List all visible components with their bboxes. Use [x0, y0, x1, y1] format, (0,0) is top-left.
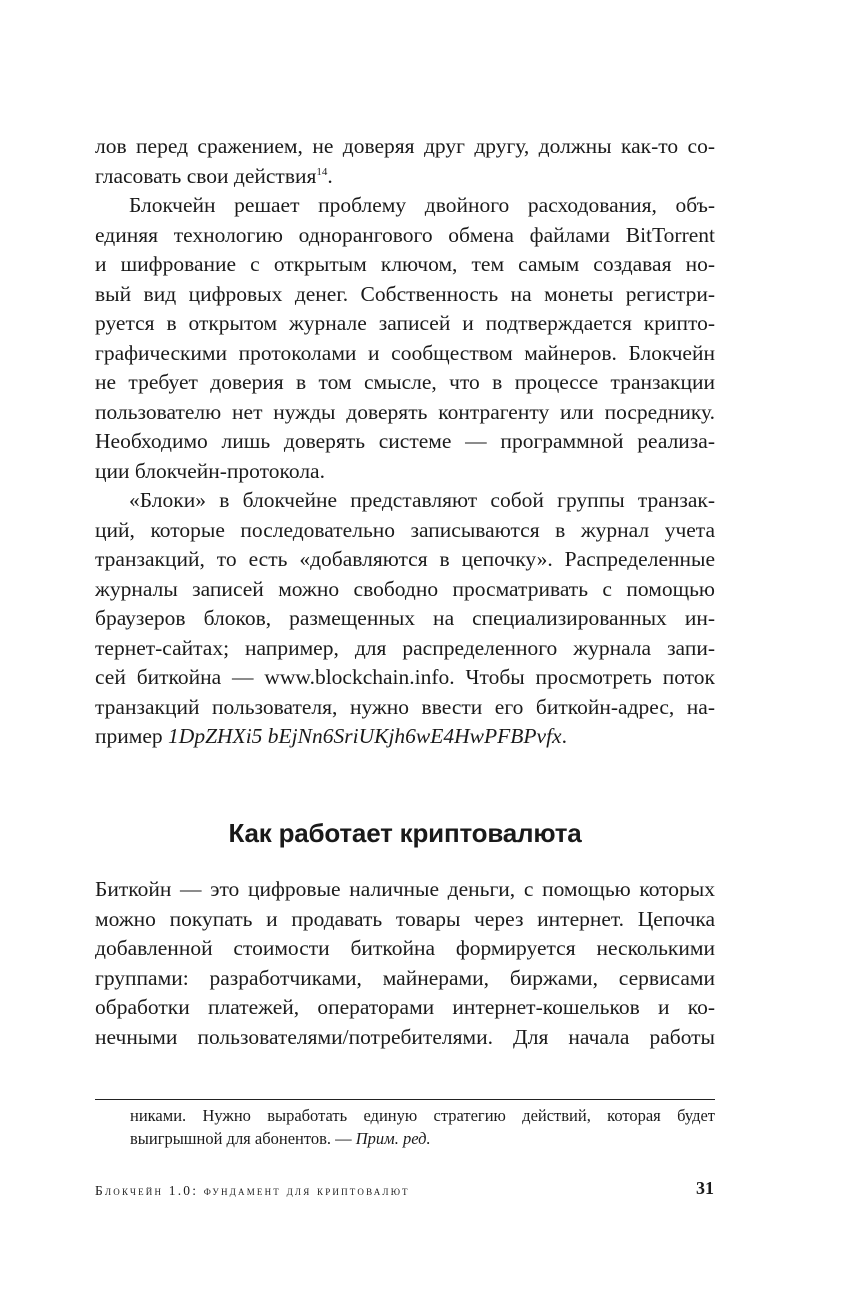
- footnote-reference: 14: [316, 165, 328, 178]
- text-fragment: .: [561, 724, 567, 748]
- text-line: нечными пользователями/потребителями. Для начала работы: [95, 1024, 715, 1049]
- text-line: Биткойн — это цифровые наличные деньги, с помощью которых: [95, 877, 715, 901]
- text-line: ции блокчейн-протокола.: [95, 458, 325, 483]
- running-head: Блокчейн 1.0: фундамент для криптовалют: [95, 1183, 410, 1198]
- footnote-line: никами. Нужно выработать единую стратегию действий, которая будет: [130, 1106, 715, 1125]
- text-line: обработки платежей, операторами интернет-кошельков и ко-: [95, 995, 715, 1019]
- text-line: транзакций, то есть «добавляются в цепочку». Распределенные: [95, 547, 715, 571]
- page-number: 31: [696, 1178, 714, 1198]
- text-line: ций, которые последовательно записываются в журнал учета: [95, 517, 715, 542]
- text-line: добавленной стоимости биткойна формируется несколькими: [95, 936, 715, 960]
- text-fragment: пример: [95, 724, 169, 748]
- paragraph-3: [95, 486, 715, 752]
- text-line: «Блоки» в блокчейне представляют собой группы транзак-: [129, 488, 715, 512]
- text-line: лов перед сражением, не доверяя друг другу, должны как-то со-: [95, 134, 715, 158]
- text-line: руется в открытом журнале записей и подтверждается крипто-: [95, 311, 715, 335]
- bitcoin-address: 1DpZHXi5 bEjNn6SriUKjh6wE4HwPFBPvfx: [168, 724, 562, 748]
- text-line: пользователю нет нужды доверять контрагенту или посреднику.: [95, 399, 715, 424]
- text-line: группами: разработчиками, майнерами, биржами, сервисами: [95, 965, 715, 990]
- text-line: тернет-сайтах; например, для распределенного журнала запи-: [95, 635, 715, 660]
- footnote-divider: [95, 1099, 715, 1100]
- text-fragment: гласовать свои действия: [95, 163, 317, 188]
- paragraph-2: [95, 191, 715, 486]
- text-line: транзакций пользователя, нужно ввести его биткойн-адрес, на-: [95, 694, 715, 719]
- text-line: [95, 722, 715, 752]
- text-line: вый вид цифровых денег. Собственность на монеты регистри-: [95, 281, 715, 306]
- paragraph-4: [95, 875, 715, 1052]
- editor-note: Прим. ред.: [355, 1128, 431, 1148]
- text-line: [95, 162, 715, 192]
- footnote-line: [130, 1128, 715, 1151]
- text-line: и шифрование с открытым ключом, тем самым создавая но-: [95, 252, 715, 276]
- text-fragment: .: [327, 163, 333, 188]
- text-line: единяя технологию однорангового обмена файлами BitTorrent: [95, 222, 715, 247]
- text-line: Необходимо лишь доверять системе — программной реализа-: [95, 429, 715, 453]
- text-line: можно покупать и продавать товары через интернет. Цепочка: [95, 906, 715, 931]
- text-line: не требует доверия в том смысле, что в процессе транзакции: [95, 370, 715, 394]
- text-line: браузеров блоков, размещенных на специализированных ин-: [95, 606, 715, 630]
- section-heading: Как работает криптовалюта: [228, 818, 582, 848]
- footnote: [130, 1105, 715, 1150]
- text-line: сей биткойна — www.blockchain.info. Чтобы просмотреть поток: [95, 665, 715, 689]
- text-fragment: выигрышной для абонентов. —: [130, 1128, 356, 1148]
- text-line: графическими протоколами и сообществом майнеров. Блокчейн: [95, 340, 715, 365]
- text-line: журналы записей можно свободно просматривать с помощью: [95, 576, 715, 601]
- paragraph-1: [95, 132, 715, 191]
- text-line: Блокчейн решает проблему двойного расходования, объ-: [129, 193, 715, 217]
